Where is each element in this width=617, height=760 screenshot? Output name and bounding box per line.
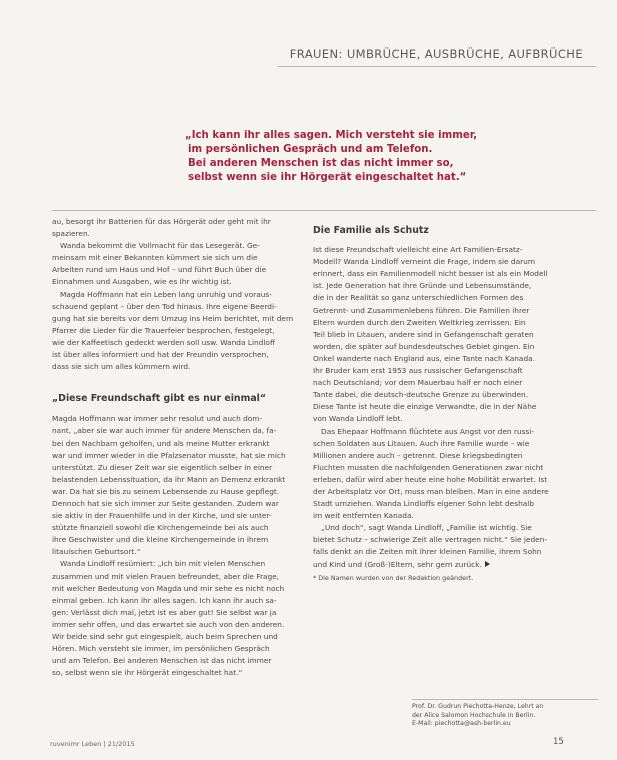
text-line: mit welcher Bedeutung von Magda und mir sehe es nicht noch [52, 583, 285, 593]
text-line: und am Telefon. Bei anderen Menschen ist das nicht immer [52, 656, 272, 666]
text-line: Ist diese Freundschaft vielleicht eine Art Familien-Ersatz- [313, 245, 523, 255]
text-line: Millionen andere auch – getrennt. Diese kriegsbedingten [313, 450, 523, 460]
text-line: Wir beide sind sehr gut eingespielt, auch beim Sprechen und [52, 632, 278, 641]
text-line: sie aktiv in der Frauenhilfe und in der Kirche, und sie unter- [52, 511, 272, 521]
text-line: Magda Hoffmann war immer sehr resolut und auch dom- [52, 414, 263, 424]
quote-rule [52, 210, 596, 211]
text-line: belastenden Lebenssituation, da ihr Mann an Demenz erkrankt [52, 474, 286, 484]
text-line: unterstützt. Zu dieser Zeit war sie eigentlich selber in einer [52, 462, 273, 472]
text-line: ihre Geschwister und die kleine Kirchengemeinde in ihrem [52, 535, 269, 545]
author-line: Prof. Dr. Gudrun Piechotta-Henze, Lehrt an [412, 703, 544, 710]
text-line: Arbeiten rund um Haus und Hof – und führt Buch über die [52, 265, 267, 275]
text-line: immer sehr offen, und das erwartet sie auch von den anderen. [52, 619, 285, 629]
text-line: Teil blieb in Litauen, andere sind in Gefangenschaft geraten [313, 329, 534, 339]
text-line: Ihr Bruder kam erst 1953 aus russischer Gefangenschaft [313, 366, 523, 376]
author-rule [412, 699, 598, 700]
text-line: Eltern wurden durch den Zweiten Weltkrieg zerrissen. Ein [313, 317, 526, 327]
text-line: einmal geben. Ich kann ihr alles sagen. Ich kann ihr auch sa- [52, 595, 277, 605]
text-line: gung hat sie bereits vor dem Umzug ins Heim berichtet, mit dem [52, 313, 294, 323]
text-line: Wanda Lindloff resümiert: „Ich bin mit vielen Menschen [60, 559, 266, 569]
text-line-content: und Kind und (Groß-)Eltern, sehr gern zurück. [313, 559, 482, 569]
text-line: im weit entfernten Kanada. [313, 511, 414, 521]
footer-publication: ruvenimr Leben | 21/2015 [50, 740, 135, 748]
author-bio [412, 703, 612, 729]
text-line: ist. Jede Generation hat ihre Gründe und Lebensumstände, [313, 281, 532, 291]
text-line: Wanda bekommt die Vollmacht für das Lesegerät. Ge- [60, 241, 260, 251]
text-line: die in der Realität so ganz unterschiedlichen Formen des [313, 293, 524, 303]
pull-quote-line: im persönlichen Gespräch und am Telefon. [188, 144, 433, 155]
header-rule [278, 66, 596, 67]
text-line: wie der Kaffeetisch gedeckt werden soll usw. Wanda Lindloff [52, 337, 276, 347]
text-line: Getrennt- und Zusammenlebens führen. Die Familien ihrer [313, 305, 530, 315]
text-line: Dennoch hat sie sich immer zur Seite gestanden. Zudem war [52, 498, 279, 508]
text-line: Onkel wanderte nach England aus, eine Tante nach Kanada. [313, 353, 536, 363]
text-line: zusammen und mit vielen Frauen befreundet, aber die Frage, [52, 571, 280, 581]
text-line: worden, die später auf bundesdeutsches Gebiet gingen. Ein [313, 341, 535, 351]
text-line: stützte finanziell sowohl die Kirchengemeinde bei als auch [52, 523, 269, 533]
text-line: Einnahmen und Ausgaben, wie es ihr wichtig ist. [52, 277, 232, 287]
pull-quote-line: Bei anderen Menschen ist das nicht immer so, [188, 158, 454, 169]
text-line: erinnert, dass ein Familienmodell nicht besser ist als ein Modell [313, 269, 548, 279]
text-line: nant, „aber sie war auch immer für andere Menschen da, fa- [52, 426, 277, 436]
text-line: war und immer wieder in die Pfalzsenator musste, hat sie mich [52, 450, 286, 460]
pull-quote-line: selbst wenn sie ihr Hörgerät eingeschaltet hat.“ [188, 172, 467, 183]
text-line: von Wanda Lindloff lebt. [313, 414, 403, 424]
author-line: E-Mail: piechotta@ash-berlin.eu [412, 720, 511, 728]
footnote: * Die Namen wurden von der Redaktion geändert. [313, 573, 474, 582]
text-line: litauischen Geburtsort.“ [52, 547, 141, 557]
text-line: gen: Verlässt dich mal, jetzt ist es aber gut! Sie selbst war ja [52, 607, 277, 617]
text-line: spazieren. [52, 229, 91, 239]
left-column [52, 216, 297, 679]
text-line: Tante dabei, die deutsch-deutsche Grenze zu überwinden. [313, 390, 529, 400]
text-line: bei den Nachbarn geholfen, und als meine Mutter erkrankt [52, 438, 270, 448]
text-line: so, selbst wenn sie ihr Hörgerät eingeschaltet hat.“ [52, 668, 243, 678]
text-line: Stadt umziehen. Wanda Lindloffs eigener Sohn lebt deshalb [313, 499, 535, 509]
subheading-freundschaft: „Diese Freundschaft gibt es nur einmal“ [52, 393, 267, 405]
text-line: erleben, dafür wird aber heute eine hohe Mobilität erwartet. Ist [313, 474, 548, 484]
text-line: dass sie sich um alles kümmern wird. [52, 362, 191, 372]
end-of-article-triangle-icon [485, 561, 490, 567]
text-line: „Und doch“, sagt Wanda Lindloff, „Familie ist wichtig. Sie [321, 523, 532, 533]
page-number: 15 [553, 737, 564, 747]
text-line: Modell? Wanda Lindloff verneint die Frage, indem sie darum [313, 257, 536, 267]
text-line: schauend geplant – über den Tod hinaus. Ihre eigene Beerdi- [52, 301, 277, 311]
text-line: war. Da hat sie bis zu seinem Lebensende zu Hause gepflegt. [52, 486, 280, 496]
text-line: Hören. Mich versteht sie immer, im persönlichen Gespräch [52, 644, 270, 654]
text-line: ist über alles informiert und hat der Freundin versprochen, [52, 350, 269, 360]
pull-quote [185, 129, 478, 185]
text-line: Fluchten mussten die nachfolgenden Generationen zwar nicht [313, 462, 544, 472]
text-line: Das Ehepaar Hoffmann flüchtete aus Angst vor den russi- [321, 426, 535, 436]
text-line: schen Soldaten aus Litauen. Auch ihre Familie wurde – wie [313, 438, 530, 448]
pull-quote-line: „Ich kann ihr alles sagen. Mich versteht sie immer, [185, 130, 478, 141]
text-line: nach Deutschland; vor dem Mauerbau half er noch einer [313, 378, 523, 388]
text-line-last [313, 559, 598, 571]
text-line: falls denkt an die Zeiten mit ihrer kleinen Familie, ihrem Sohn [313, 547, 542, 557]
subheading-familie: Die Familie als Schutz [313, 225, 429, 236]
text-line: Diese Tante ist heute die einzige Verwandte, die in der Nähe [313, 402, 537, 412]
text-line: Magda Hoffmann hat ein Leben lang unruhig und voraus- [60, 289, 272, 299]
author-line: der Alice Salomon Hochschule in Berlin. [412, 711, 536, 719]
right-column [313, 225, 598, 584]
section-header: FRAUEN: UMBRÜCHE, AUSBRÜCHE, AUFBRÜCHE [289, 47, 583, 61]
text-line: der Arbeitsplatz vor Ort, muss man bleiben. Man in eine andere [313, 486, 549, 496]
text-line: Pfarrer die Lieder für die Trauerfeier besprochen, festgelegt, [52, 325, 275, 335]
text-line: meinsam mit einer Bekannten kümmert sie sich um die [52, 253, 258, 263]
text-line: au, besorgt ihr Batterien für das Hörgerät oder geht mit ihr [52, 217, 271, 226]
text-line: bietet Schutz – schwierige Zeit alle vertragen nicht.“ Sie jeden- [313, 535, 548, 545]
